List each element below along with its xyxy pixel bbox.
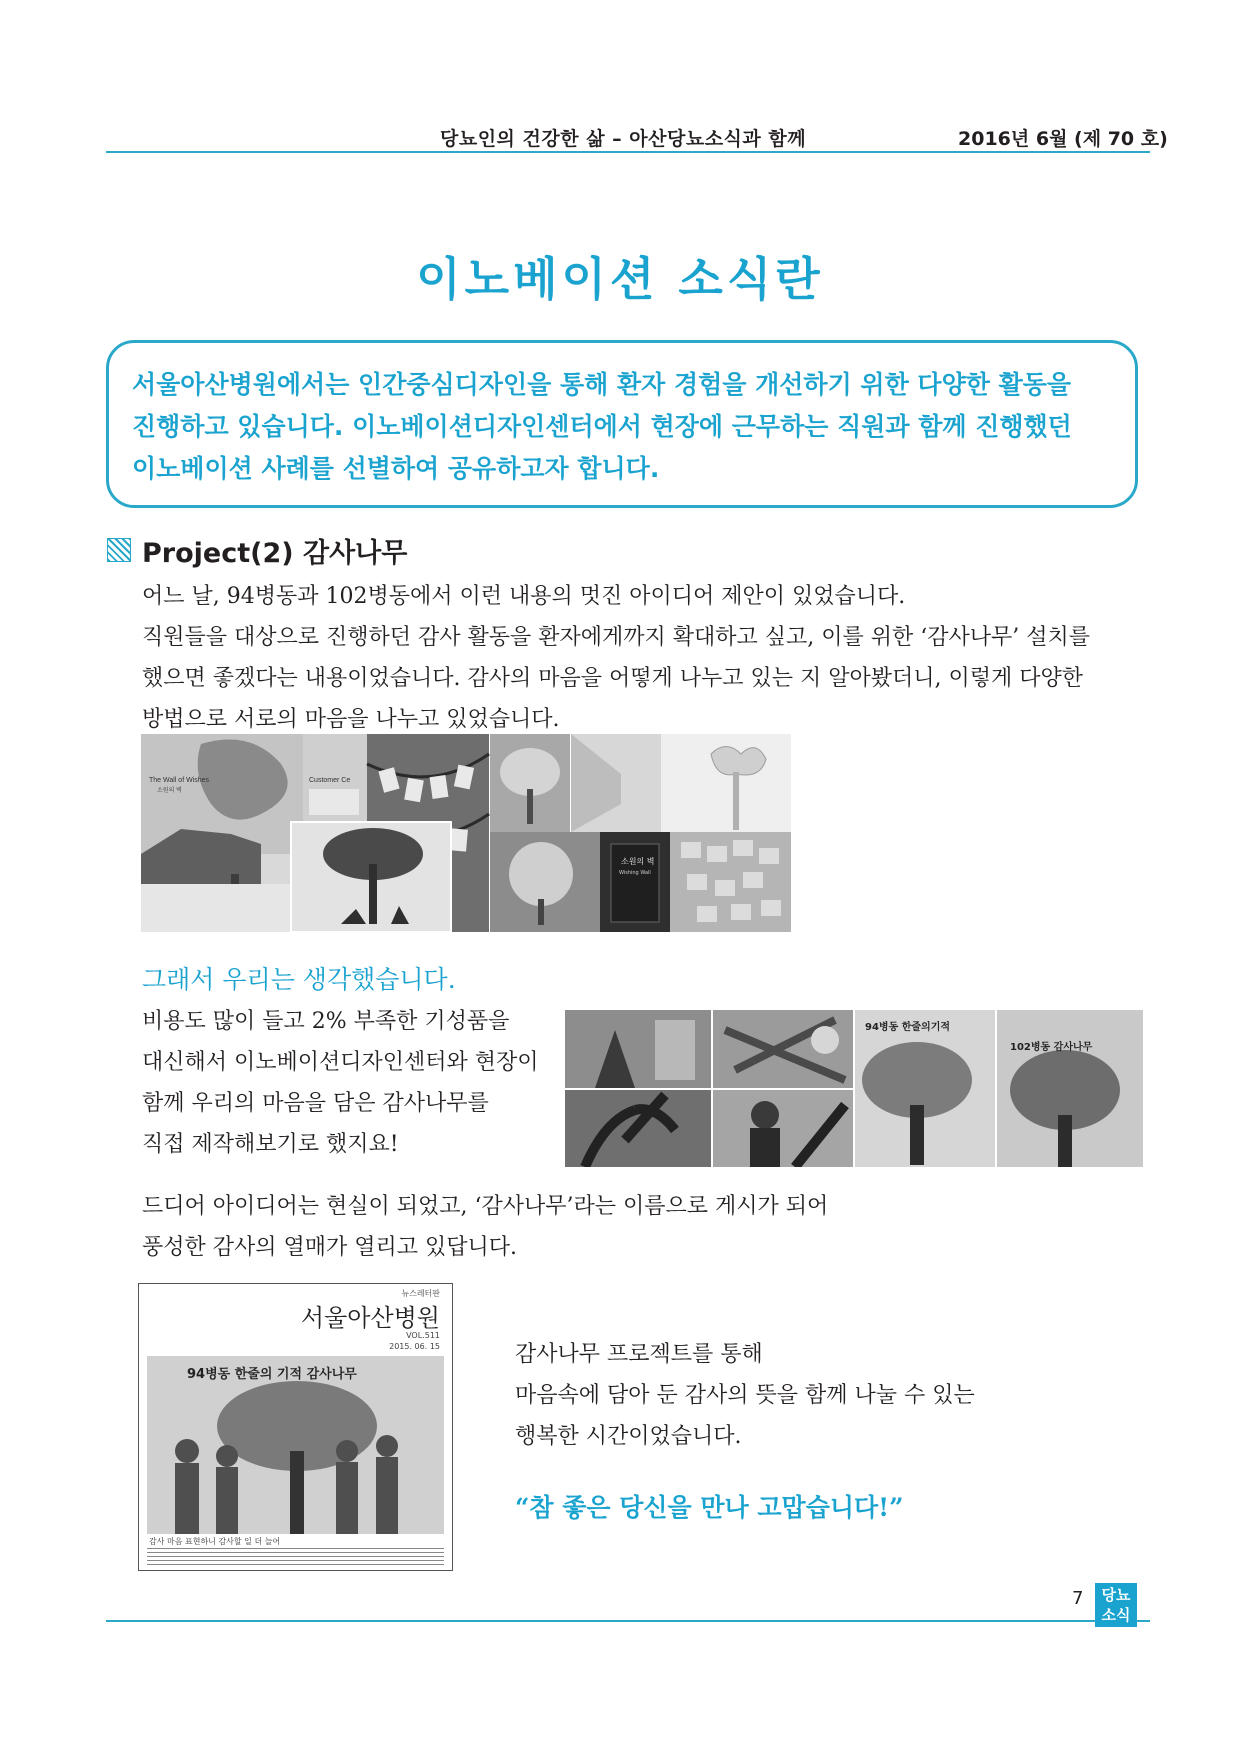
newsletter-photo-caption: 94병동 한줄의 기적 감사나무 (187, 1367, 357, 1382)
text-line: 직접 제작해보기로 했지요! (142, 1132, 399, 1157)
page-title: 이노베이션 소식란 (416, 252, 824, 306)
section-heading: Project(2) 감사나무 (142, 538, 408, 569)
photo-making-4 (713, 1090, 853, 1167)
text-line: 마음속에 담아 둔 감사의 뜻을 함께 나눌 수 있는 (515, 1383, 975, 1408)
svg-text:소원의 벽: 소원의 벽 (621, 857, 655, 866)
svg-text:Wishing Wall: Wishing Wall (619, 870, 651, 876)
svg-text:Customer Ce: Customer Ce (309, 777, 351, 784)
text-line: 감사나무 프로젝트를 통해 (515, 1342, 763, 1367)
text-line: 함께 우리의 마음을 담은 감사나무를 (142, 1091, 489, 1116)
newsletter-headline: 감사 마음 표현하니 감사할 일 더 늘어 (149, 1537, 281, 1546)
text-line: 비용도 많이 들고 2% 부족한 기성품을 (142, 1009, 510, 1034)
svg-text:소원의 벽: 소원의 벽 (157, 788, 182, 794)
photo-strip (565, 1010, 1143, 1167)
intro-line: 이노베이션 사례를 선별하여 공유하고자 합니다. (132, 454, 660, 483)
photo-wall-tree (661, 734, 791, 832)
photo-tree-94 (855, 1010, 995, 1167)
photo-making-2 (713, 1010, 853, 1088)
paragraph-plan (142, 1001, 562, 1165)
running-title: 당뇨인의 건강한 삶 – 아산당뇨소식과 함께 (440, 128, 807, 150)
issue-date: 2016년 6월 (제 70 호) (958, 128, 1168, 150)
section-tab-line2: 소식 (1101, 1606, 1131, 1624)
newsletter-masthead-small: 뉴스레터판 (401, 1289, 440, 1298)
paragraph-intro (142, 576, 1142, 740)
intro-text (132, 364, 1122, 490)
photo-customer-center (303, 734, 367, 822)
section-tab-line1: 당뇨 (1101, 1586, 1131, 1604)
label-ward94: 94병동 한줄의기적 (865, 1022, 951, 1033)
text-line: 행복한 시간이었습니다. (515, 1424, 742, 1449)
newsletter-title: 서울아산병원 (300, 1304, 440, 1332)
photo-making-1 (565, 1010, 711, 1088)
text-line: 어느 날, 94병동과 102병동에서 이런 내용의 멋진 아이디어 제안이 있었습니다. (142, 584, 906, 609)
page-number: 7 (1072, 1588, 1084, 1609)
paragraph-result (142, 1186, 902, 1268)
newsletter-cover (138, 1283, 453, 1571)
photo-wish-wall-sign (600, 832, 670, 932)
photo-wall-of-wishes (141, 734, 303, 932)
photo-tree-102 (997, 1010, 1143, 1167)
photo-making-3 (565, 1090, 711, 1167)
text-line: 직원들을 대상으로 진행하던 감사 활동을 환자에게까지 확대하고 싶고, 이를 위한 ‘감사나무’ 설치를 (142, 625, 1090, 650)
photo-cards-wall (670, 832, 791, 932)
text-line: 방법으로 서로의 마음을 나누고 있었습니다. (142, 707, 560, 732)
label-ward102: 102병동 감사나무 (1010, 1042, 1093, 1053)
text-line: 드디어 아이디어는 현실이 되었고, ‘감사나무’라는 이름으로 게시가 되어 (142, 1194, 829, 1219)
newsletter-body-text (147, 1548, 444, 1566)
sub-heading: 그래서 우리는 생각했습니다. (142, 965, 456, 994)
photo-corridor (571, 734, 661, 832)
photo-card-tree (490, 734, 570, 832)
paragraph-closing (515, 1334, 1035, 1457)
newsletter-photo (147, 1356, 444, 1534)
header-rule (106, 151, 1150, 153)
text-line: 했으면 좋겠다는 내용이었습니다. 감사의 마음을 어떻게 나누고 있는 지 알아봤더니, 이렇게 다양한 (142, 666, 1083, 691)
photo-silhouette-tree (291, 822, 451, 932)
label-wall-of-wishes: The Wall of Wishes (149, 777, 210, 784)
newsletter-vol: VOL.511 2015. 06. 15 (389, 1331, 440, 1351)
text-line: 풍성한 감사의 열매가 열리고 있답니다. (142, 1235, 517, 1260)
closing-quote: “참 좋은 당신을 만나 고맙습니다!” (515, 1493, 904, 1522)
text-line: 대신해서 이노베이션디자인센터와 현장이 (142, 1050, 539, 1075)
section-marker-icon (107, 538, 131, 562)
photo-round-tree (490, 832, 600, 932)
photo-collage (141, 734, 791, 932)
intro-line: 서울아산병원에서는 인간중심디자인을 통해 환자 경험을 개선하기 위한 다양한 활동을 (132, 370, 1072, 399)
section-tab (1095, 1583, 1137, 1627)
intro-line: 진행하고 있습니다. 이노베이션디자인센터에서 현장에 근무하는 직원과 함께 진행했던 (132, 412, 1072, 441)
footer-rule (106, 1620, 1150, 1622)
